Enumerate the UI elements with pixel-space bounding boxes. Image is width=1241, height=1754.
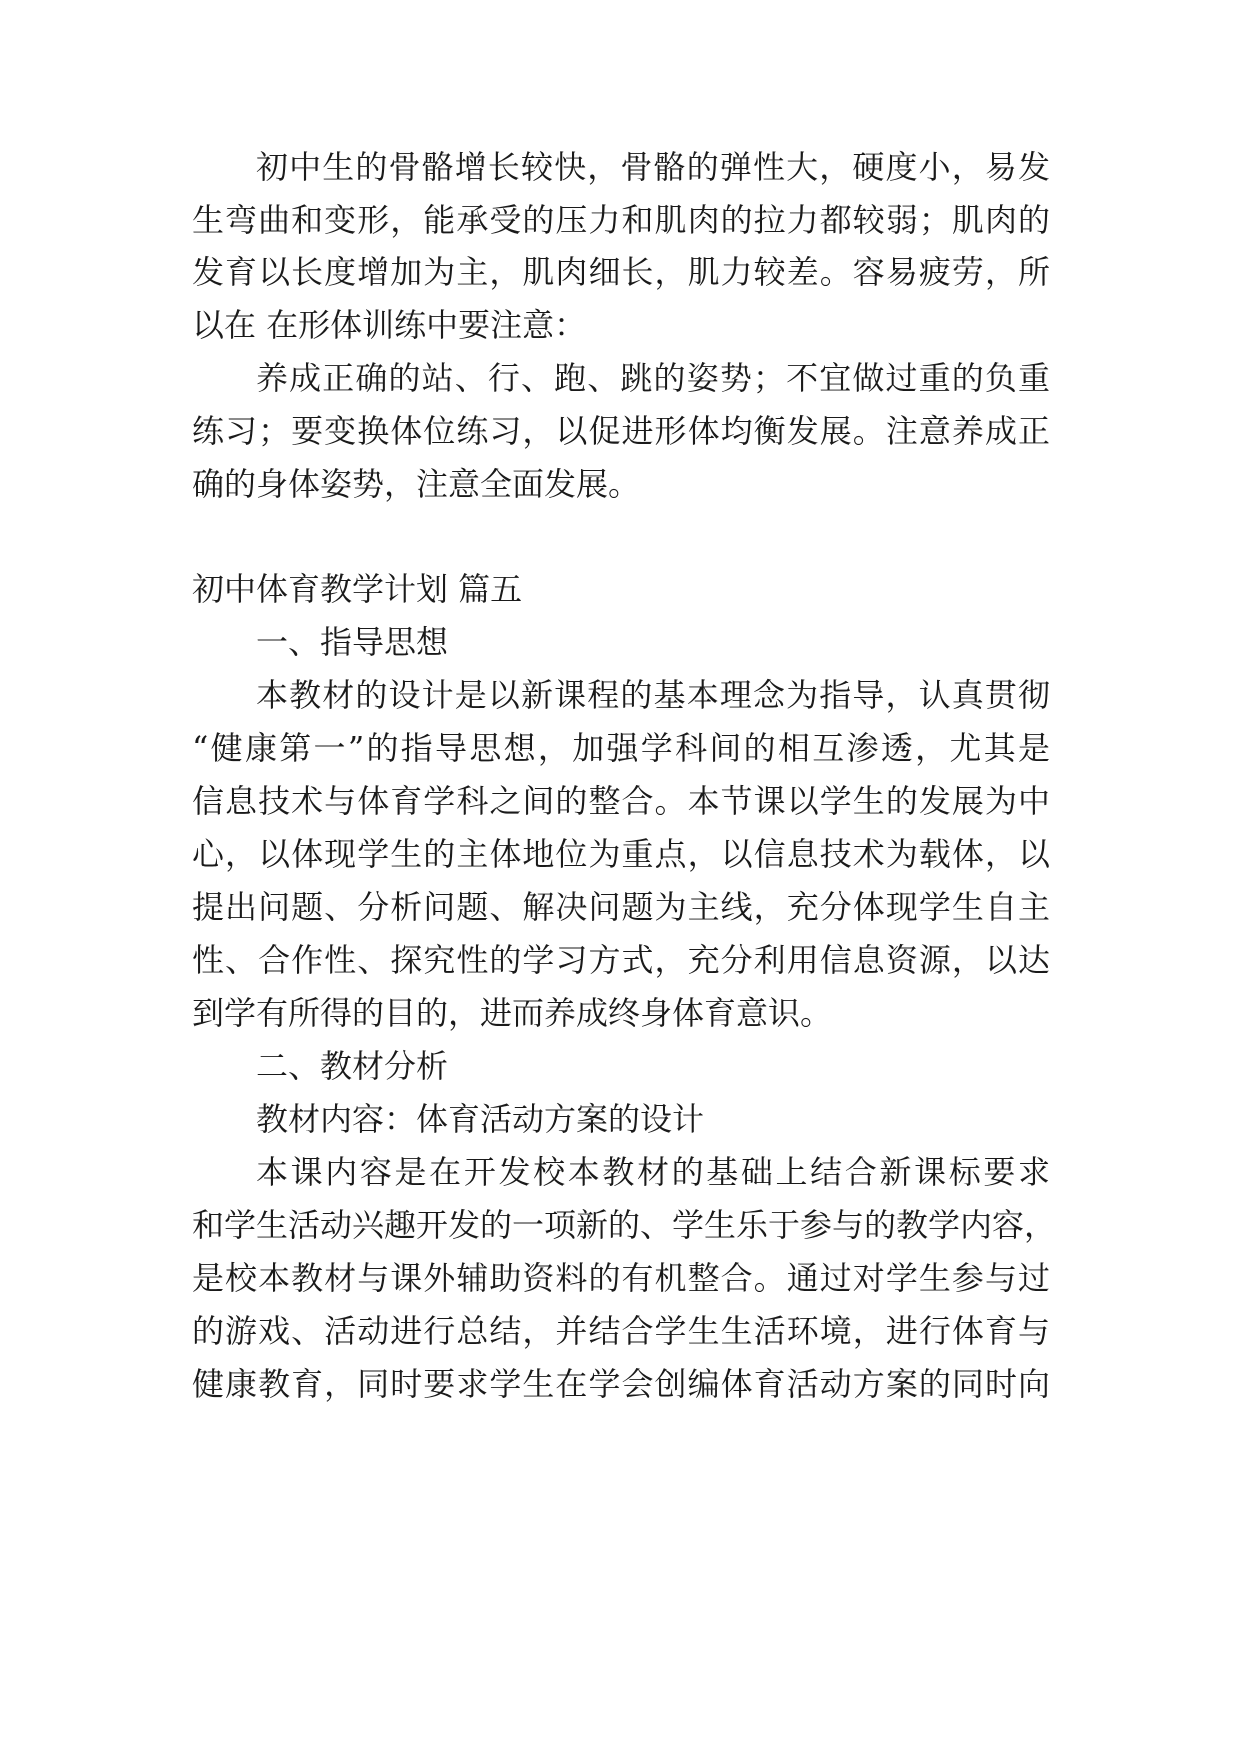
text-line: 养成正确的站、行、跑、跳的姿势；不宜做过重的负重 bbox=[256, 359, 1050, 397]
text-line: 发育以长度增加为主，肌肉细长，肌力较差。容易疲劳，所 bbox=[192, 253, 1050, 291]
text-line: 信息技术与体育学科之间的整合。本节课以学生的发展为中 bbox=[192, 782, 1050, 820]
text-line: 提出问题、分析问题、解决问题为主线，充分体现学生自主 bbox=[192, 888, 1050, 926]
section-heading: 一、指导思想 bbox=[256, 623, 449, 661]
text-line: 本教材的设计是以新课程的基本理念为指导，认真贯彻 bbox=[256, 676, 1050, 714]
text-line: 确的身体姿势，注意全面发展。 bbox=[192, 465, 641, 503]
text-line: 心，以体现学生的主体地位为重点，以信息技术为载体，以 bbox=[192, 835, 1050, 873]
text-line: 以在 在形体训练中要注意： bbox=[192, 306, 587, 344]
text-line: 的游戏、活动进行总结，并结合学生生活环境，进行体育与 bbox=[192, 1312, 1050, 1350]
text-line: 和学生活动兴趣开发的一项新的、学生乐于参与的教学内容， bbox=[192, 1206, 1057, 1244]
text-line: 健康教育，同时要求学生在学会创编体育活动方案的同时向 bbox=[192, 1365, 1050, 1403]
text-line: 性、合作性、探究性的学习方式，充分利用信息资源，以达 bbox=[192, 941, 1050, 979]
text-line: 初中生的骨骼增长较快，骨骼的弹性大，硬度小，易发 bbox=[256, 148, 1050, 186]
section-title: 初中体育教学计划 篇五 bbox=[192, 570, 523, 608]
text-line: “健康第一”的指导思想，加强学科间的相互渗透，尤其是 bbox=[192, 729, 1050, 767]
text-line: 练习；要变换体位练习，以促进形体均衡发展。注意养成正 bbox=[192, 412, 1050, 450]
section-heading: 二、教材分析 bbox=[256, 1047, 449, 1085]
text-line: 教材内容：体育活动方案的设计 bbox=[256, 1100, 705, 1138]
text-line: 本课内容是在开发校本教材的基础上结合新课标要求 bbox=[256, 1153, 1050, 1191]
text-line: 是校本教材与课外辅助资料的有机整合。通过对学生参与过 bbox=[192, 1259, 1050, 1297]
text-line: 生弯曲和变形，能承受的压力和肌肉的拉力都较弱；肌肉的 bbox=[192, 201, 1050, 239]
text-line: 到学有所得的目的，进而养成终身体育意识。 bbox=[192, 994, 833, 1032]
